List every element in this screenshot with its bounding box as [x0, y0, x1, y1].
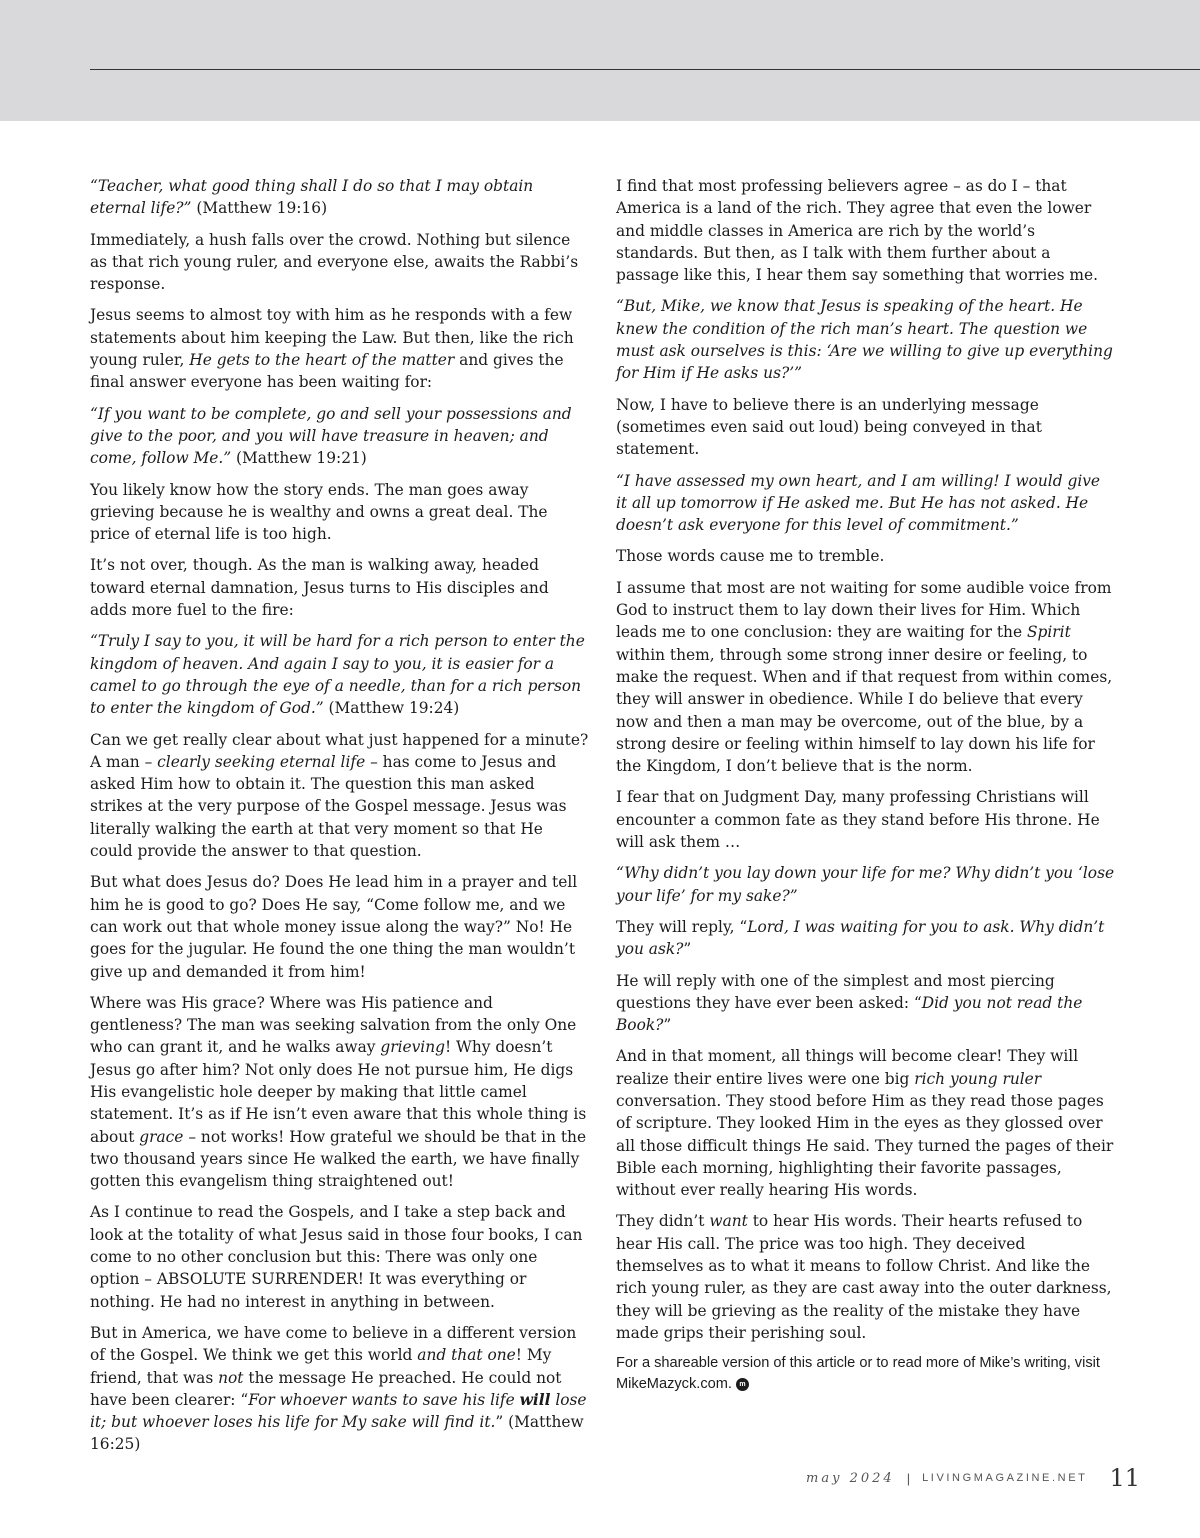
paragraph: Those words cause me to tremble.	[616, 547, 885, 566]
paragraph: I fear that on Judgment Day, many professing Christians will encounter a common fate as they stand before His throne. He will ask them …	[616, 788, 1100, 852]
paragraph: “If you want to be complete, go and sell your possessions and give to the poor, and you will have treasure in heaven; and come, follow Me.” (Matthew 19:21)	[90, 404, 572, 468]
page-number: 11	[1109, 1464, 1140, 1492]
article-note: For a shareable version of this article or to read more of Mike’s writing, visit MikeMazyck.com. m	[616, 1355, 1100, 1393]
paragraph: “I have assessed my own heart, and I am willing! I would give it all up tomorrow if He asked me. But He has not asked. He doesn’t ask everyone for this level of commitment.”	[616, 471, 1101, 535]
paragraph: But what does Jesus do? Does He lead him in a prayer and tell him he is good to go? Does He say, “Come follow me, and we can work out that whole money issue along the way?” No! He goes for the jugular. He found the one thing the man wouldn’t give up and demanded it from him!	[90, 873, 578, 981]
paragraph: But in America, we have come to believe in a different version of the Gospel. We think we get this world and that one! My friend, that was not the message He preached. He could not have been clearer: “For whoever wants to save his life will lose it; but whoever loses his life for My sake will find it.” (Matthew 16:25)	[90, 1323, 587, 1454]
paragraph: I assume that most are not waiting for some audible voice from God to instruct them to lay down their lives for Him. Which leads me to one conclusion: they are waiting for the Spirit within them, through some strong inner desire or feeling, to make the request. When and if that request from within comes, they will answer in obedience. While I do believe that every now and then a man may be overcome, out of the blue, by a strong desire or feeling within himself to lay down his life for the Kingdom, I don’t believe that is the norm.	[616, 578, 1113, 776]
paragraph: Can we get really clear about what just happened for a minute? A man – clearly seeking eternal life – has come to Jesus and asked Him how to obtain it. The question this man asked strikes at the very purpose of the Gospel message. Jesus was literally walking the earth at that very moment so that He could provide the answer to that question.	[90, 730, 589, 861]
left-column	[90, 175, 589, 1465]
paragraph: You likely know how the story ends. The man goes away grieving because he is wealthy and owns a great deal. The price of eternal life is too high.	[90, 480, 548, 544]
paragraph: And in that moment, all things will become clear! They will realize their entire lives were one big rich young ruler conversation. They stood before Him as they read those pages of scripture. They looked Him in the eyes as they glossed over all those difficult things He said. They turned the pages of their Bible each morning, highlighting their favorite passages, without ever really hearing His words.	[616, 1047, 1114, 1200]
page-footer	[700, 1463, 1140, 1493]
website-link[interactable]: LIVINGMAGAZINE.NET	[922, 1472, 1088, 1484]
paragraph: It’s not over, though. As the man is walking away, headed toward eternal damnation, Jesus turns to His disciples and adds more fuel to the fire:	[90, 556, 549, 620]
issue-date: may 2024	[806, 1470, 895, 1486]
paragraph: Where was His grace? Where was His patience and gentleness? The man was seeking salvation from the only One who can grant it, and he walks away grieving! Why doesn’t Jesus go after him? Not only does He not pursue him, He digs His evangelistic hole deeper by making that little camel statement. It’s as if He isn’t even aware that this whole thing is about grace – not works! How grateful we should be that in the two thousand years since He walked the earth, we have finally gotten this evangelism thing straightened out!	[90, 993, 587, 1191]
paragraph: “Truly I say to you, it will be hard for a rich person to enter the kingdom of heaven. And again I say to you, it is easier for a camel to go through the eye of a needle, than for a rich person to enter the kingdom of God.” (Matthew 19:24)	[90, 632, 585, 718]
footer-separator: |	[906, 1470, 911, 1486]
paragraph: Immediately, a hush falls over the crowd. Nothing but silence as that rich young ruler, and everyone else, awaits the Rabbi’s response.	[90, 230, 579, 294]
paragraph: As I continue to read the Gospels, and I take a step back and look at the totality of what Jesus said in those four books, I can come to no other conclusion but this: There was only one option – ABSOLUTE SURRENDER! It was everything or nothing. He had no interest in anything in between.	[90, 1203, 583, 1311]
paragraph: I find that most professing believers agree – as do I – that America is a land of the rich. They agree that even the lower and middle classes in America are rich by the world’s standards. But then, as I talk with them further about a passage like this, I hear them say something that worries me.	[616, 177, 1098, 285]
paragraph: They didn’t want to hear His words. Their hearts refused to hear His call. The price was too high. They deceived themselves as to what it means to follow Christ. And like the rich young ruler, as they are cast away into the outer darkness, they will be grieving as the reality of the mistake they have made grips their perishing soul.	[616, 1212, 1112, 1342]
paragraph: He will reply with one of the simplest and most piercing questions they have ever been asked: “Did you not read the Book?”	[616, 971, 1083, 1035]
mm-logo-icon: m	[736, 1378, 749, 1391]
paragraph: Now, I have to believe there is an underlying message (sometimes even said out loud) being conveyed in that statement.	[616, 395, 1042, 459]
header-rule	[90, 69, 1200, 70]
paragraph: “Teacher, what good thing shall I do so that I may obtain eternal life?” (Matthew 19:16)	[90, 177, 534, 218]
right-column	[616, 175, 1115, 1404]
paragraph: Jesus seems to almost toy with him as he responds with a few statements about him keeping the Law. But then, like the rich young ruler, He gets to the heart of the matter and gives the final answer everyone has been waiting for:	[90, 306, 574, 392]
header-band	[0, 0, 1200, 121]
paragraph: “Why didn’t you lay down your life for me? Why didn’t you ‘lose your life’ for my sake?”	[616, 864, 1115, 905]
paragraph: They will reply, “Lord, I was waiting for you to ask. Why didn’t you ask?”	[616, 917, 1105, 959]
paragraph: “But, Mike, we know that Jesus is speaking of the heart. He knew the condition of the rich man’s heart. The question we must ask ourselves is this: ‘Are we willing to give up everything for Him if He asks us?’”	[616, 297, 1113, 383]
